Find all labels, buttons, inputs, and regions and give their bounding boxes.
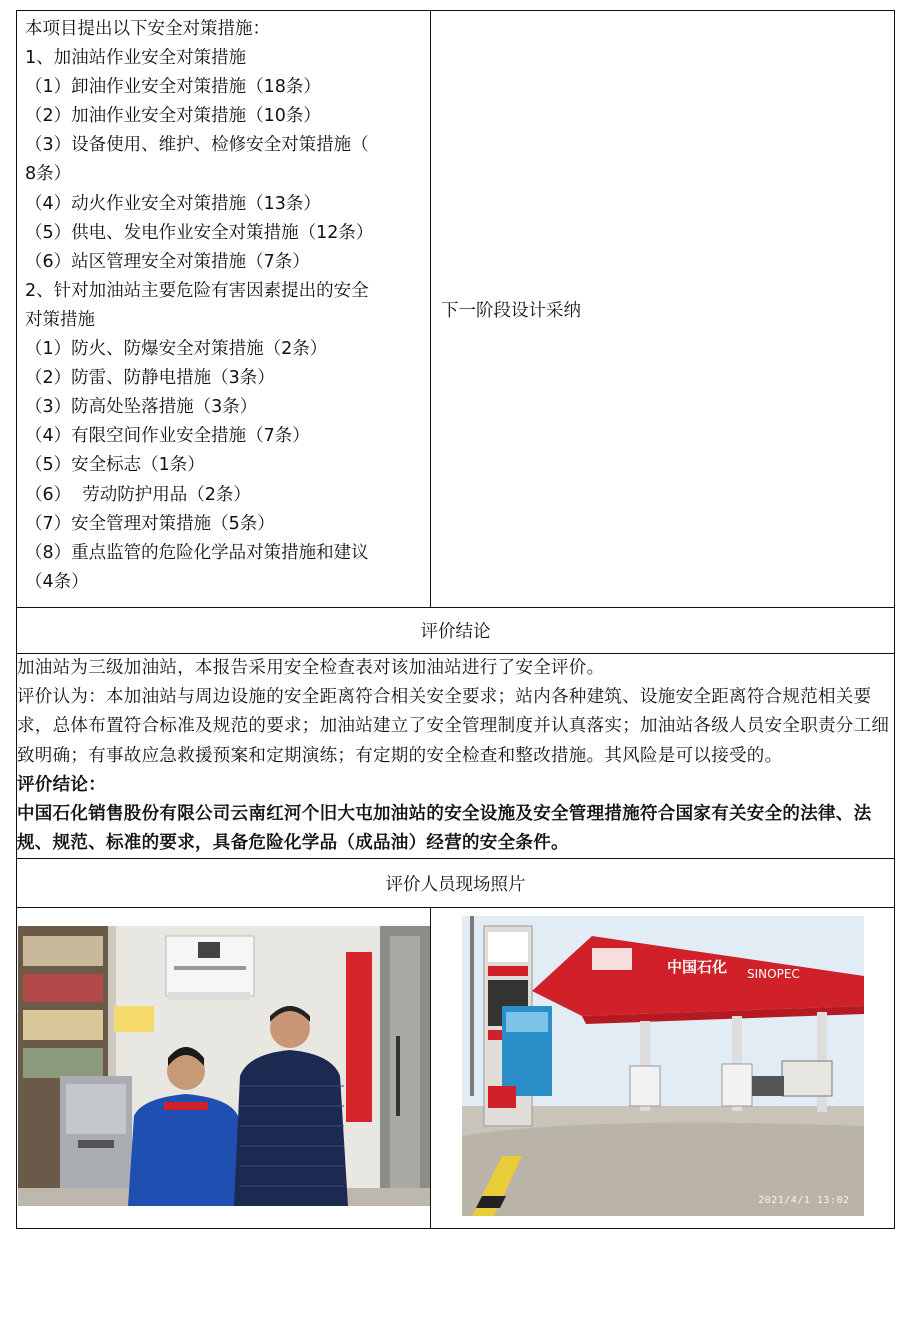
measure-line: （1）卸油作业安全对策措施（18条） xyxy=(25,77,321,98)
canopy-brand-cn: 中国石化 xyxy=(666,958,727,977)
measure-line: 对策措施 xyxy=(25,309,95,330)
measures-row xyxy=(17,11,895,608)
measure-line: （1）防火、防爆安全对策措施（2条） xyxy=(25,339,328,360)
measures-list xyxy=(17,11,430,597)
canopy-brand-en: SINOPEC xyxy=(746,967,800,982)
conclusion-header: 评价结论 xyxy=(17,608,895,654)
photos-header: 评价人员现场照片 xyxy=(17,859,895,908)
measure-line: （7）安全管理对策措施（5条） xyxy=(25,513,275,534)
station-photo xyxy=(462,916,864,1216)
photo-timestamp: 2021/4/1 13:02 xyxy=(758,1195,850,1207)
adoption-text: 下一阶段设计采纳 xyxy=(441,300,581,321)
measures-cell xyxy=(17,11,431,608)
measure-line: 本项目提出以下安全对策措施： xyxy=(25,19,270,39)
conclusion-final: 中国石化销售股份有限公司云南红河个旧大屯加油站的安全设施及安全管理措施符合国家有关安全的法律、法规、规范、标准的要求，具备危险化学品（成品油）经营的安全条件。 xyxy=(17,804,872,854)
conclusion-cell xyxy=(17,654,895,859)
measure-line: （2）防雷、防静电措施（3条） xyxy=(25,368,275,389)
measure-line: （4）动火作业安全对策措施（13条） xyxy=(25,193,321,214)
conclusion-paragraph-2: 评价认为：本加油站与周边设施的安全距离符合相关安全要求；站内各种建筑、设施安全距离符合规范相关要求，总体布置符合标准及规范的要求；加油站建立了安全管理制度并认真落实；加油站各级人员安全职责分工细致明确；有事故应急救援预案和定期演练；有定期的安全检查和整改措施。其风险是可以接受的。 xyxy=(17,687,890,766)
measure-line: （5）供电、发电作业安全对策措施（12条） xyxy=(25,222,374,243)
adoption-cell xyxy=(431,11,895,608)
photo-cell-left xyxy=(17,908,431,1229)
conclusion-paragraph-1: 加油站为三级加油站，本报告采用安全检查表对该加油站进行了安全评价。 xyxy=(17,658,605,678)
conclusion-row xyxy=(17,654,895,859)
measure-line: 8条） xyxy=(25,164,72,185)
measure-line: （8）重点监管的危险化学品对策措施和建议 xyxy=(25,542,369,563)
conclusion-header-row xyxy=(17,608,895,654)
measure-line: （5）安全标志（1条） xyxy=(25,455,205,476)
conclusion-label: 评价结论： xyxy=(17,774,106,795)
document-page xyxy=(16,10,894,1229)
photos-row xyxy=(17,908,895,1229)
photos-header-row xyxy=(17,859,895,908)
measure-line: 2、针对加油站主要危险有害因素提出的安全 xyxy=(25,280,369,301)
measure-line: （6）站区管理安全对策措施（7条） xyxy=(25,251,310,272)
evaluators-photo xyxy=(18,926,430,1206)
photo-cell-right xyxy=(431,908,895,1229)
measure-line: （3）设备使用、维护、检修安全对策措施（ xyxy=(25,135,369,156)
measure-line: （6） 劳动防护用品（2条） xyxy=(25,484,251,505)
measure-line: （4）有限空间作业安全措施（7条） xyxy=(25,426,310,447)
measure-line: （4条） xyxy=(25,571,89,592)
measure-line: 1、加油站作业安全对策措施 xyxy=(25,48,247,69)
evaluation-table xyxy=(16,10,895,1229)
measure-line: （2）加油作业安全对策措施（10条） xyxy=(25,106,321,127)
measure-line: （3）防高处坠落措施（3条） xyxy=(25,397,258,418)
